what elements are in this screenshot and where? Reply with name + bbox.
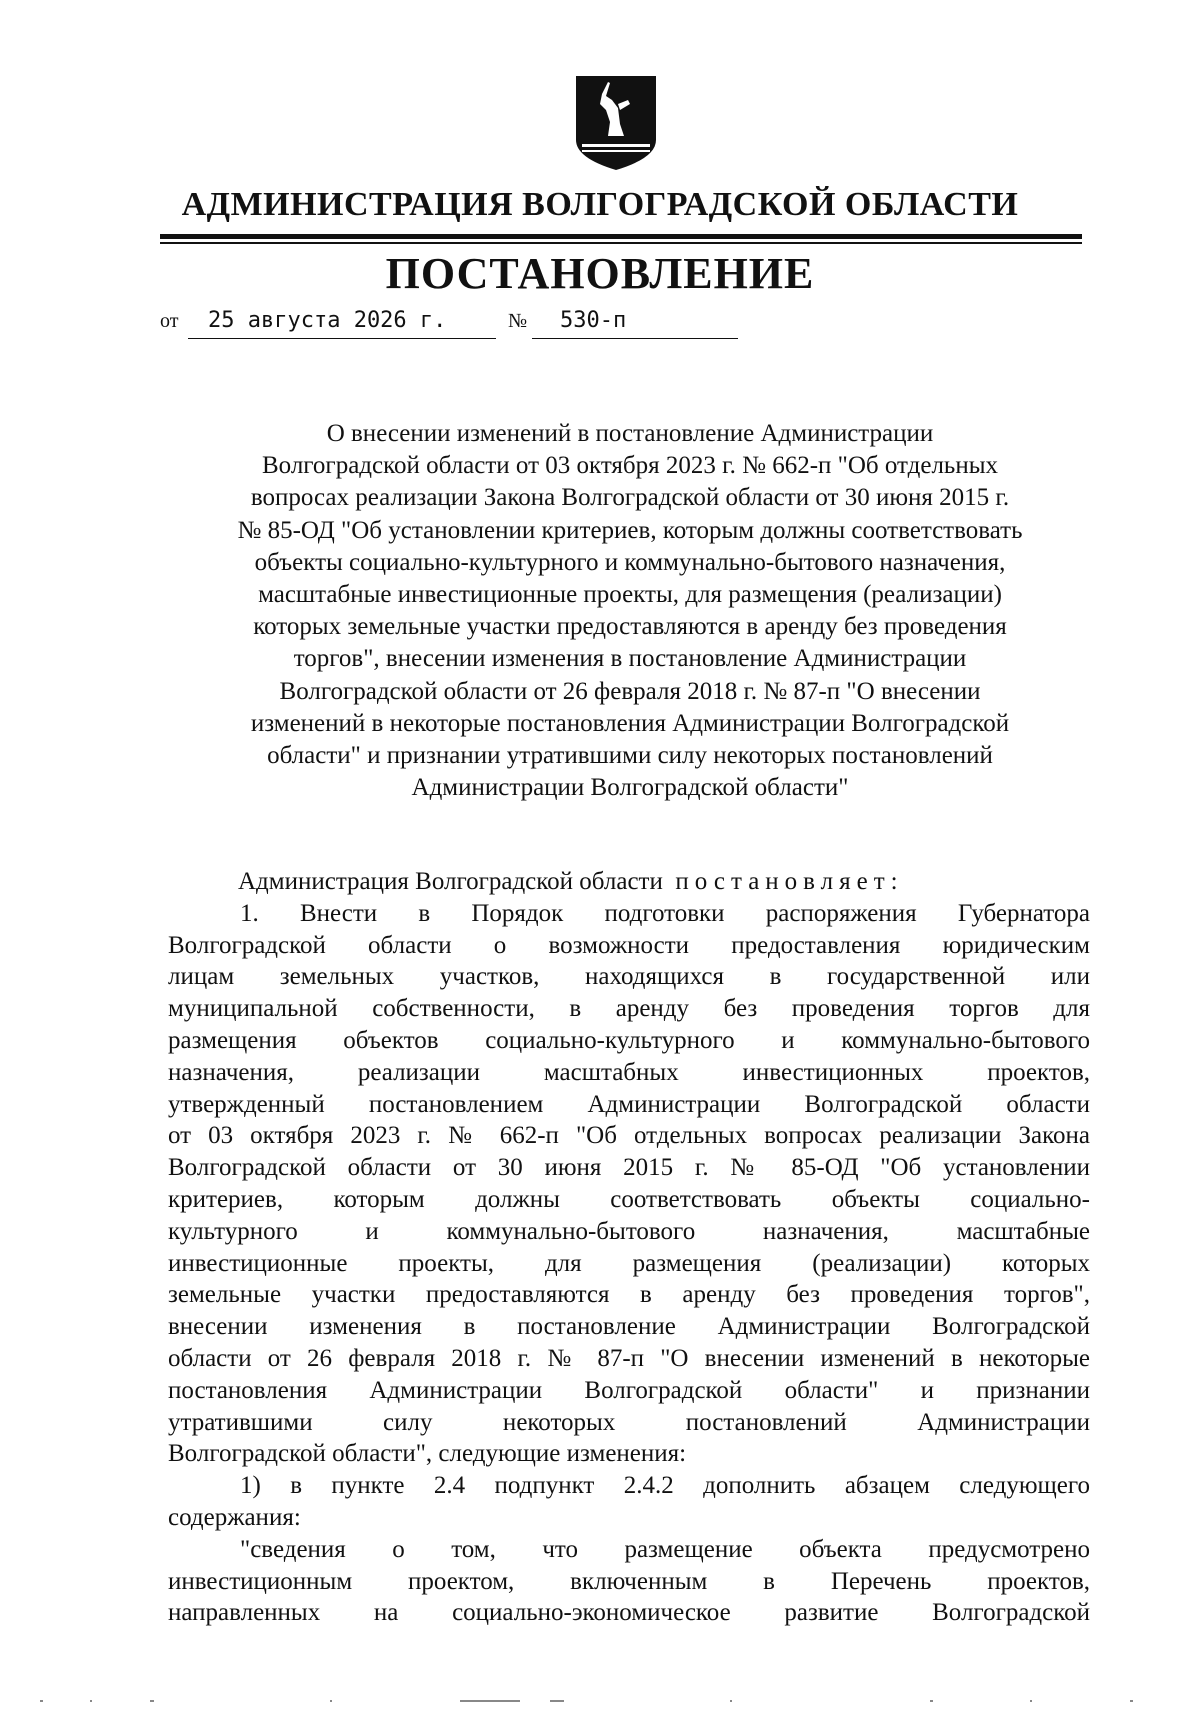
- body-line: 1) в пункте 2.4 подпункт 2.4.2 дополнить абзацем следующего: [240, 1472, 1090, 1500]
- subject-line: О внесении изменений в постановление Администрации: [326, 420, 934, 447]
- scan-artifact: [30, 1698, 1170, 1704]
- document-date: 25 августа 2026 г.: [208, 308, 447, 333]
- body-line: критериев, которым должны соответствовать объекты социально-: [168, 1185, 1090, 1213]
- body-line: Волгоградской области", следующие изменения:: [168, 1440, 687, 1468]
- body-line: от 03 октября 2023 г. № 662-п "Об отдельных вопросах реализации Закона: [168, 1122, 1090, 1150]
- number-prefix: №: [508, 310, 528, 332]
- preamble-lead: Администрация Волгоградской области: [238, 868, 663, 895]
- document-type-title: ПОСТАНОВЛЕНИЕ: [385, 249, 815, 298]
- subject-line: изменений в некоторые постановления Администрации Волгоградской: [250, 709, 1010, 737]
- body-line: Волгоградской области от 30 июня 2015 г. № 85-ОД "Об установлении: [168, 1154, 1090, 1182]
- body-line: инвестиционные проекты, для размещения (реализации) которых: [168, 1249, 1090, 1277]
- organization-title: АДМИНИСТРАЦИЯ ВОЛГОГРАДСКОЙ ОБЛАСТИ: [181, 186, 1019, 223]
- preamble-verb: постановляет:: [675, 868, 904, 895]
- body-line: "сведения о том, что размещение объекта предусмотрено: [240, 1535, 1090, 1563]
- body-line: назначения, реализации масштабных инвестиционных проектов,: [168, 1058, 1090, 1086]
- body-line: утратившими силу некоторых постановлений Администрации: [168, 1408, 1090, 1436]
- body-line: Волгоградской области о возможности предоставления юридическим: [168, 931, 1090, 959]
- subject-line: торгов", внесении изменения в постановление Администрации: [293, 645, 967, 673]
- volgograd-emblem-icon: [574, 74, 658, 172]
- body-line: культурного и коммунально-бытового назначения, масштабные: [168, 1217, 1090, 1245]
- body-line: размещения объектов социально-культурного и коммунально-бытового: [168, 1026, 1090, 1054]
- number-field: [532, 310, 738, 339]
- preamble: [168, 866, 1090, 898]
- document-subject: [170, 418, 1090, 804]
- date-prefix: от: [160, 310, 179, 332]
- subject-line: которых земельные участки предоставляются в аренду без проведения: [253, 613, 1007, 641]
- subject-line: Администрации Волгоградской области": [411, 774, 849, 802]
- body-line: 1. Внести в Порядок подготовки распоряжения Губернатора: [240, 899, 1090, 927]
- header-rule-thin: [160, 242, 1082, 244]
- document-number: 530-п: [560, 308, 627, 333]
- body-line: области от 26 февраля 2018 г. № 87-п "О внесении изменений в некоторые: [168, 1344, 1090, 1372]
- header-rule-thick: [160, 234, 1082, 239]
- subject-line: объекты социально-культурного и коммунально-бытового назначения,: [254, 548, 1006, 576]
- body-line: содержания:: [168, 1503, 301, 1531]
- body-line: направленных на социально-экономическое развитие Волгоградской: [168, 1599, 1090, 1627]
- subject-line: Волгоградской области от 26 февраля 2018 г. № 87-п "О внесении: [279, 677, 981, 705]
- body-line: внесении изменения в постановление Администрации Волгоградской: [168, 1313, 1090, 1341]
- subject-line: № 85-ОД "Об установлении критериев, которым должны соответствовать: [237, 516, 1023, 544]
- body-line: земельные участки предоставляются в аренду без проведения торгов",: [168, 1281, 1090, 1309]
- subject-line: области" и признании утратившими силу некоторых постановлений: [267, 742, 993, 770]
- subject-line: Волгоградской области от 03 октября 2023 г. № 662-п "Об отдельных: [261, 452, 999, 480]
- document-body: [168, 866, 1090, 1629]
- body-line: лицам земельных участков, находящихся в государственной или: [168, 963, 1090, 991]
- date-field: [188, 310, 496, 339]
- body-line: муниципальной собственности, в аренду без проведения торгов для: [168, 995, 1090, 1023]
- body-line: утвержденный постановлением Администрации Волгоградской области: [168, 1090, 1090, 1118]
- body-line: постановления Администрации Волгоградской области" и признании: [168, 1376, 1090, 1404]
- subject-line: вопросах реализации Закона Волгоградской области от 30 июня 2015 г.: [250, 484, 1010, 512]
- body-line: инвестиционным проектом, включенным в Перечень проектов,: [168, 1567, 1090, 1595]
- subject-line: масштабные инвестиционные проекты, для размещения (реализации): [258, 581, 1002, 609]
